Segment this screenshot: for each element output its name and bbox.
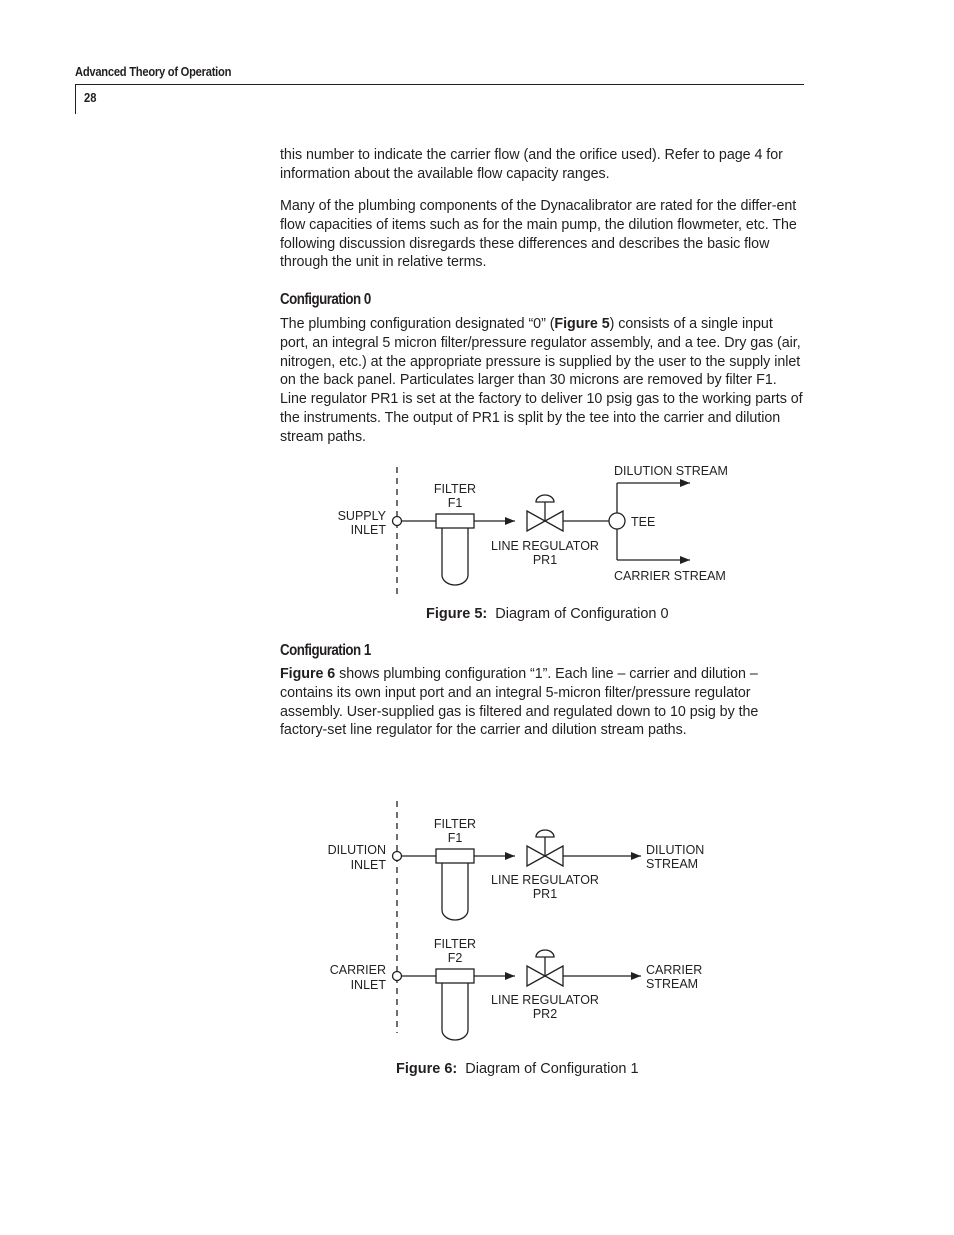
dilution-inlet-label: INLET	[350, 858, 386, 872]
section-heading: Configuration 0	[280, 291, 371, 308]
caption-text: Diagram of Configuration 1	[465, 1061, 639, 1077]
page-number: 28	[84, 90, 97, 105]
filter-label: FILTER	[433, 937, 477, 951]
filter-label: FILTER	[433, 817, 477, 831]
regulator-label: LINE REGULATOR	[491, 993, 599, 1007]
section-heading-config0	[280, 291, 805, 309]
dilution-stream-label: DILUTION STREAM	[614, 464, 728, 478]
inlet-port-icon	[393, 517, 402, 526]
figure-reference: Figure 5	[554, 316, 610, 332]
regulator-id-label: PR1	[532, 887, 558, 901]
figure5-caption	[426, 606, 669, 622]
figure6-caption	[396, 1061, 639, 1077]
caption-label: Figure 5:	[426, 606, 488, 622]
paragraph-text: Many of the plumbing components of the Dynacalibrator are rated for the differ-ent flow capacities of items such as for the main pump, the dilution flowmeter, etc. The following discussion disregards these differences and describes the basic flow through the unit in relative terms.	[280, 198, 797, 271]
carrier-stream-label: CARRIER STREAM	[614, 569, 726, 583]
filter-f2-bowl-icon	[442, 983, 468, 1040]
inlet-label: INLET	[350, 523, 386, 537]
filter-f1-bowl-icon	[442, 863, 468, 920]
regulator-id-label: PR2	[532, 1007, 558, 1021]
regulator-valve-icon	[527, 495, 563, 531]
paragraph-text-pre: The plumbing configuration designated “0” (	[280, 316, 555, 332]
filter-id-label: F1	[447, 496, 463, 510]
filter-id-label: F1	[447, 831, 463, 845]
paragraph-flow-capacity	[280, 146, 805, 184]
carrier-stream-name-label: CARRIER	[646, 963, 703, 977]
dilution-stream-label: STREAM	[646, 857, 699, 871]
carrier-stream-label: STREAM	[646, 977, 699, 991]
filter-id-label: F2	[447, 951, 463, 965]
filter-head-icon	[436, 514, 474, 528]
regulator-label: LINE REGULATOR	[491, 539, 599, 553]
header-vertical-rule	[75, 84, 76, 114]
running-header-title: Advanced Theory of Operation	[75, 64, 232, 79]
filter-label: FILTER	[433, 482, 477, 496]
figure-reference: Figure 6	[280, 666, 336, 682]
paragraph-text: this number to indicate the carrier flow (and the orifice used). Refer to page 4 for information about the available flow capacity ranges.	[280, 147, 783, 182]
tee-label: TEE	[631, 515, 656, 529]
caption-label: Figure 6:	[396, 1061, 458, 1077]
regulator-label: LINE REGULATOR	[491, 873, 599, 887]
regulator-pr1-icon	[527, 830, 563, 866]
carrier-inlet-name-label: CARRIER	[329, 963, 386, 977]
paragraph-config1	[280, 665, 805, 740]
supply-label: SUPPLY	[337, 509, 386, 523]
filter-bowl-icon	[442, 528, 468, 585]
tee-icon	[609, 513, 625, 529]
paragraph-config0	[280, 315, 805, 447]
carrier-inlet-label: INLET	[350, 978, 386, 992]
regulator-pr2-icon	[527, 950, 563, 986]
carrier-inlet-port-icon	[393, 972, 402, 981]
dilution-stream-name-label: DILUTION	[646, 843, 705, 857]
caption-text: Diagram of Configuration 0	[495, 606, 669, 622]
dilution-inlet-port-icon	[393, 852, 402, 861]
dilution-inlet-name-label: DILUTION	[327, 843, 386, 857]
section-heading-config1	[280, 642, 805, 660]
filter-f2-head-icon	[436, 969, 474, 983]
paragraph-plumbing-components	[280, 197, 805, 272]
paragraph-text-post: shows plumbing configuration “1”. Each line – carrier and dilution – contains its own input port and an integral 5-micron filter/pressure regulator assembly. User-supplied gas is filtered and regulated down to 10 psig by the factory-set line regulator for the carrier and dilution stream paths.	[280, 666, 759, 739]
regulator-id-label: PR1	[532, 553, 558, 567]
header-rule	[75, 84, 804, 85]
filter-f1-head-icon	[436, 849, 474, 863]
paragraph-text-post: ) consists of a single input port, an integral 5 micron filter/pressure regulator assembly, and a tee. Dry gas (air, nitrogen, etc.) at the appropriate pressure is supplied by the user to the supply inlet on the back panel. Particulates larger than 30 microns are removed by filter F1. Line regulator PR1 is set at the factory to deliver 10 psig gas to the working parts of the instruments. The output of PR1 is split by the tee into the carrier and dilution stream paths.	[280, 316, 803, 445]
section-heading: Configuration 1	[280, 642, 371, 659]
